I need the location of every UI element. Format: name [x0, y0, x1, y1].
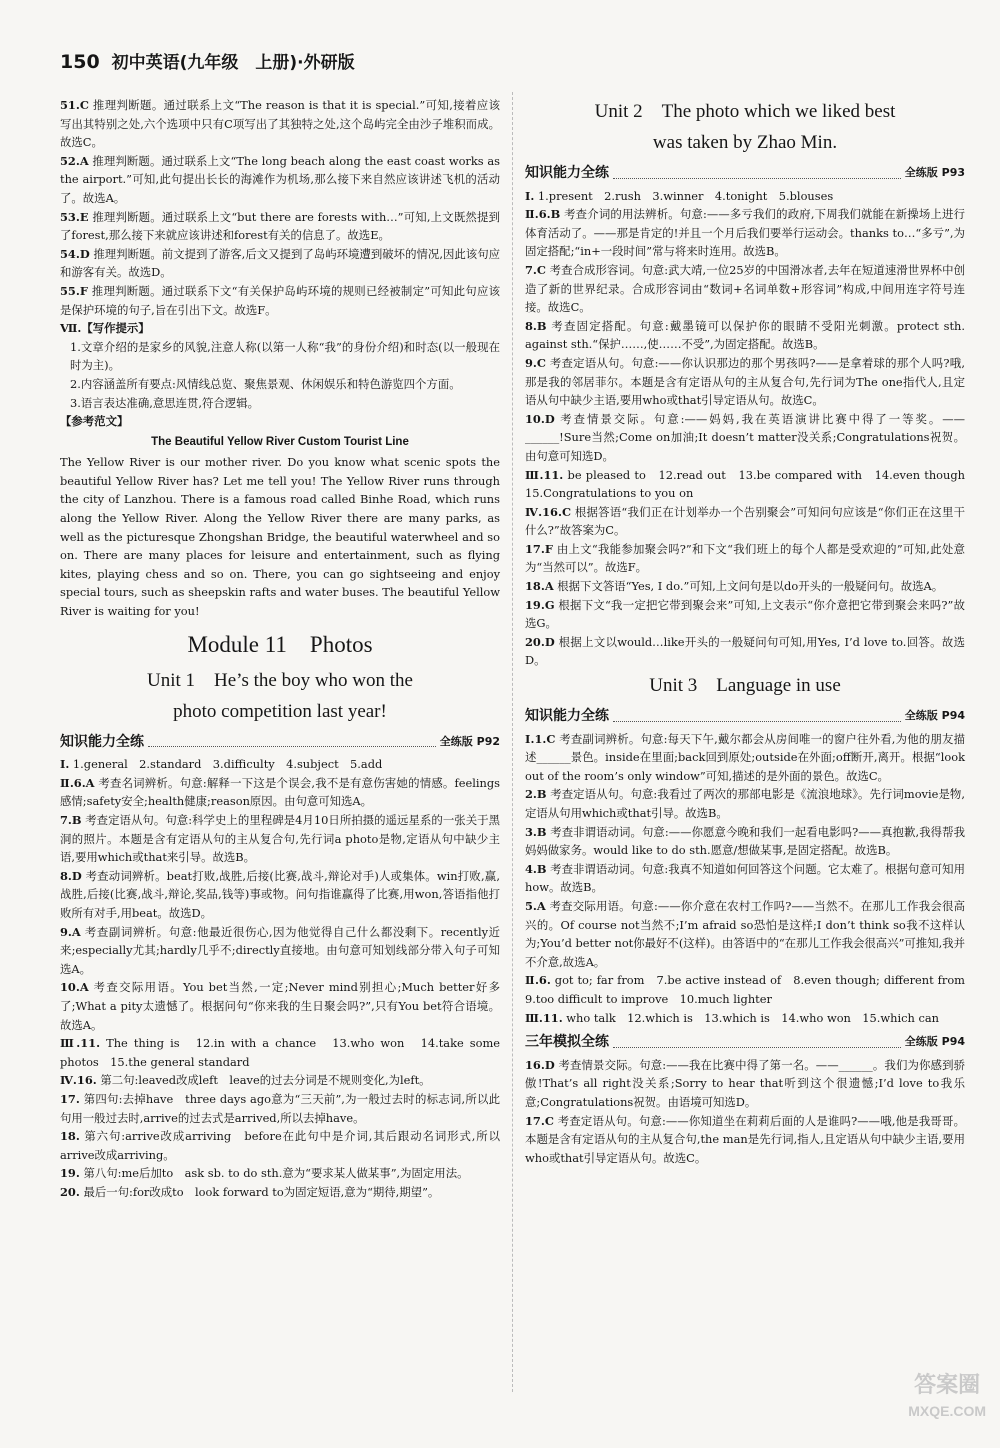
- answer-text: 考查介词的用法辨析。句意:——多亏我们的政府,下周我们就能在新操场上进行体育活动了。——那是肯定的!并且一个月后我们要举行运动会。thanks to…“多亏”,为固定搭配;“in+一段时间”常与将来时连用。故选B。: [525, 207, 965, 259]
- answer-item: [60, 978, 500, 1034]
- answer-item: [525, 971, 977, 1008]
- answer-text: 推理判断题。前文提到了游客,后文又提到了岛屿环境遭到破坏的情况,因此该句应和游客有关。故选D。: [60, 246, 500, 280]
- page-number: 150: [60, 51, 100, 73]
- answer-list-c: [525, 187, 977, 670]
- essay-body: The Yellow River is our mother river. Do you know what scenic spots the beautiful Yellow River has? Let me tell you! The Yellow River runs through the city of Lanzhou. There is a famous road called Binhe Road, which runs along the Yellow River. Along the Yellow River there are many parks, as well as the picturesque Zhongshan Bridge, the beautiful waterwheel and so on. There are many places for leisure and entertainment, such as flying kites, playing chess and so on. There, you can go sightseeing and enjoy special tours, such as sheepskin rafts and water buses. The beautiful Yellow River is waiting for you!: [60, 455, 500, 619]
- answer-item: [525, 860, 965, 897]
- answer-number: Ⅲ.11.: [60, 1036, 101, 1051]
- answer-item: [525, 577, 965, 596]
- answer-number: Ⅱ.6.: [525, 973, 551, 988]
- answer-item: [60, 1034, 500, 1071]
- answer-text: 第六句:arrive改成arriving before在此句中是介词,其后跟动名词形式,所以arrive改成arriving。: [60, 1129, 500, 1162]
- answer-text: 根据答语“我们正在计划举办一个告别聚会”可知问句应该是“你们正在这里干什么?”故答案为C。: [525, 504, 965, 538]
- section-label: 知识能力全练: [525, 708, 609, 725]
- answer-item: [525, 1112, 965, 1168]
- answer-number: 19.: [60, 1166, 80, 1181]
- writing-tips-heading: Ⅶ.【写作提示】: [60, 321, 150, 336]
- answer-item: [525, 823, 965, 860]
- answer-number: 18.: [60, 1129, 80, 1144]
- answer-list-b: [60, 755, 500, 1201]
- answer-number: 9.A: [60, 924, 81, 939]
- answer-text: 1.present 2.rush 3.winner 4.tonight 5.blouses: [534, 188, 834, 203]
- answer-number: Ⅱ.6.B: [525, 207, 561, 222]
- answer-text: 考查动词辨析。beat打败,战胜,后接(比赛,战斗,辩论对手)人或集体。win打败,赢,战胜,后接(比赛,战斗,辩论,奖品,钱等)事或物。问句指谁赢得了比赛,用won,答语指他打败所有对手,用beat。故选D。: [60, 868, 500, 920]
- answer-number: 17.: [60, 1091, 80, 1106]
- answer-item: [525, 897, 965, 971]
- section-bar-p92: [60, 733, 500, 752]
- answer-item: [60, 152, 500, 208]
- answer-text: 考查非谓语动词。句意:——你愿意今晚和我们一起看电影吗?——真抱歉,我得帮我妈妈做家务。would like to do sth.愿意/想做某事,是固定搭配。故选B。: [525, 824, 965, 858]
- answer-text: 第二句:leaved改成left leave的过去分词是不规则变化,为left。: [96, 1073, 431, 1088]
- answer-text: The thing is 12.in with a chance 13.who won 14.take some photos 15.the general standard: [60, 1036, 500, 1069]
- answer-text: 考查交际用语。You bet当然,一定;Never mind别担心;Much better好多了;What a pity太遗憾了。根据问句“你来我的生日聚会吗?”,只有You bet符合语境。故选A。: [60, 980, 500, 1032]
- answer-number: Ⅰ.1.C: [525, 731, 556, 746]
- unit3-title: Unit 3 Language in use: [649, 675, 841, 697]
- answer-number: 8.D: [60, 868, 82, 883]
- answer-item: [525, 261, 965, 317]
- answer-text: 考查固定搭配。句意:戴墨镜可以保护你的眼睛不受阳光刺激。protect sth. against sth.“保护……,使……不受”,为固定搭配。故选B。: [525, 318, 965, 352]
- dotted-leader: [613, 1047, 901, 1048]
- answer-number: Ⅳ.16.C: [525, 504, 572, 519]
- section-page-ref: 全练版 P94: [904, 1035, 965, 1049]
- watermark-line2: MXQE.COM: [908, 1403, 986, 1419]
- unit1-title-line1: Unit 1 He’s the boy who won the: [147, 669, 413, 691]
- answer-text: 考查定语从句。句意:——你知道坐在莉莉后面的人是谁吗?——哦,他是我哥哥。本题是含有定语从句的主从复合句,the man是先行词,指人,且定语从句中缺少主语,要用who或that引导定语从句。故选C。: [525, 1113, 965, 1165]
- dotted-leader: [148, 746, 436, 747]
- answer-item: [60, 811, 500, 867]
- answer-number: 8.B: [525, 318, 547, 333]
- section-page-ref: 全练版 P92: [439, 734, 500, 748]
- answer-number: 19.G: [525, 597, 555, 612]
- answer-number: 20.D: [525, 634, 555, 649]
- answer-number: 10.A: [60, 980, 89, 995]
- answer-number: Ⅰ.: [60, 757, 70, 772]
- answer-text: 考查定语从句。句意:科学史上的里程碑是4月10日所拍摄的遥远星系的一张关于黑洞的照片。本题是含有定语从句的主从复合句,先行词a photo是物,定语从句中缺少主语,要用which或that来引导。故选B。: [60, 813, 500, 865]
- answer-text: 考查情景交际。句意:——妈妈,我在英语演讲比赛中得了一等奖。——______!Sure当然;Come on加油;It doesn’t matter没关系;Congratulations祝贺。由句意可知选D。: [525, 411, 965, 463]
- answer-text: 推理判断题。通过联系上文“The long beach along the east coast works as the airport.”可知,此句提出长长的海滩作为机场,那么接下来自然应该讲述飞机的活动了。故选A。: [60, 153, 500, 205]
- section-page-ref: 全练版 P93: [904, 166, 965, 179]
- column-divider: [512, 92, 513, 1392]
- section-bar-three-year: [525, 1033, 965, 1052]
- answer-text: 考查交际用语。句意:——你介意在农村工作吗?——当然不。在那儿工作我会很高兴的。Of course not当然不;I’m afraid so恐怕是这样;I don’t think so我不这样认为;You’d better not你最好不(这样)。由答语中的“在那儿工作我会很高兴”可推知,我并不介意,故选A。: [525, 898, 965, 969]
- answer-item: [60, 245, 500, 282]
- answer-item: [60, 867, 500, 923]
- answer-number: 18.A: [525, 579, 554, 594]
- answer-number: 5.A: [525, 898, 546, 913]
- answer-text: got to; far from 7.be active instead of 8.even though; different from 9.too difficult to improve 10.much lighter: [525, 973, 977, 1006]
- answer-text: 考查副词辨析。句意:他最近很伤心,因为他觉得自己什么都没剩下。recently近来;especially尤其;hardly几乎不;directly直接地。由句意可知划线部分带入句子可知选A。: [60, 924, 500, 976]
- answer-item: [60, 923, 500, 979]
- module-title: Module 11 Photos: [187, 631, 373, 657]
- answer-text: 根据上文以would…like开头的一般疑问句可知,用Yes, I’d love to.回答。故选D。: [525, 634, 965, 668]
- section-bar-p94: [525, 707, 965, 726]
- answer-number: 53.E: [60, 209, 89, 224]
- answer-item: [525, 187, 965, 206]
- answer-text: be pleased to 12.read out 13.be compared with 14.even though 15.Congratulations to you on: [525, 467, 977, 501]
- answer-number: 20.: [60, 1184, 80, 1199]
- answer-item: [60, 774, 500, 811]
- watermark-logo: [908, 1372, 986, 1424]
- writing-tips: [60, 338, 500, 412]
- answer-text: 考查合成形容词。句意:武大靖,一位25岁的中国滑冰者,去年在短道速滑世界杯中创造了新的世界纪录。合成形容词由“数词+名词单数+形容词”构成,中间用连字符号连接。故选C。: [525, 262, 965, 315]
- answer-item: [60, 282, 500, 319]
- answer-item: [60, 1164, 500, 1183]
- answer-item: [525, 633, 965, 670]
- answer-number: 7.B: [60, 813, 82, 827]
- answer-text: 考查非谓语动词。句意:我真不知道如何回答这个问题。它太难了。根据句意可知用how。故选B。: [525, 861, 965, 895]
- page-header: [60, 48, 355, 73]
- answer-number: 7.C: [525, 262, 546, 277]
- answer-text: 根据下文答语“Yes, I do.”可知,上文问句是以do开头的一般疑问句。故选A。: [553, 579, 944, 594]
- answer-text: 最后一句:for改成to look forward to为固定短语,意为“期待,期望”。: [79, 1184, 440, 1199]
- answer-text: 由上文“我能参加聚会吗?”和下文“我们班上的每个人都是受欢迎的”可知,此处意为“当然可以”。故选F。: [525, 541, 965, 575]
- unit2-title-line1: Unit 2 The photo which we liked best: [594, 101, 896, 122]
- answer-item: [525, 466, 977, 503]
- answer-number: 2.B: [525, 787, 547, 802]
- essay-title: The Beautiful Yellow River Custom Tourist Line: [151, 435, 409, 448]
- answer-item: [525, 730, 965, 786]
- answer-number: Ⅳ.16.: [60, 1073, 97, 1088]
- answer-text: 考查定语从句。句意:——你认识那边的那个男孩吗?——是拿着球的那个人吗?哦,那是我的邻居菲尔。本题是含有定语从句的主从复合句,先行词为The one指代人,且定语从句中缺少主语,要用who或that引导定语从句。故选C。: [525, 355, 965, 408]
- answer-number: 55.F: [60, 283, 88, 298]
- dotted-leader: [613, 178, 901, 179]
- answer-number: 4.B: [525, 861, 547, 876]
- sample-essay-heading: 【参考范文】: [60, 414, 129, 429]
- section-label: 三年模拟全练: [525, 1034, 609, 1051]
- answer-number: Ⅰ.: [525, 188, 535, 203]
- answer-item: [525, 354, 965, 410]
- answer-item: [525, 1056, 965, 1112]
- writing-tip: 3.语言表达准确,意思连贯,符合逻辑。: [70, 395, 259, 410]
- answer-item: [60, 1090, 500, 1127]
- answer-item: [525, 596, 965, 633]
- answer-number: Ⅲ.11.: [525, 1010, 563, 1025]
- answer-text: 根据下文“我一定把它带到聚会来”可知,上文表示“你介意把它带到聚会来吗?”故选G。: [525, 597, 965, 631]
- answer-number: 17.F: [525, 541, 553, 556]
- writing-tip: 2.内容涵盖所有要点:风情线总览、聚焦景观、休闲娱乐和特色游览四个方面。: [70, 376, 461, 391]
- answer-number: Ⅲ.11.: [525, 467, 564, 482]
- answer-text: 考查副词辨析。句意:每天下午,戴尔都会从房间唯一的窗户往外看,为他的朋友描述______景色。inside在里面;back回到原处;outside在外面;off断开,离开。根据“look out of the room’s only window”可知,描述的是外面的景色。故选C。: [525, 731, 965, 783]
- answer-text: 1.general 2.standard 3.difficulty 4.subject 5.add: [69, 757, 383, 772]
- answer-item: [525, 785, 965, 822]
- answer-text: 第四句:去掉have three days ago意为“三天前”,为一般过去时的标志词,所以此句用一般过去时,arrive的过去式是arrived,所以去掉have。: [60, 1091, 500, 1125]
- answer-list-d: [525, 730, 977, 1028]
- answer-item: [60, 1127, 500, 1164]
- answer-text: 考查定语从句。句意:我看过了两次的那部电影是《流浪地球》。先行词movie是物,定语从句用which或that引导。故选B。: [525, 787, 965, 820]
- answer-item: [60, 96, 500, 152]
- answer-item: [525, 503, 965, 540]
- answer-number: 3.B: [525, 824, 547, 839]
- answer-number: 10.D: [525, 411, 555, 426]
- answer-text: 考查名词辨析。句意:解释一下这是个误会,我不是有意伤害她的情感。feelings感情;safety安全;health健康;reason原因。由句意可知选A。: [60, 775, 500, 809]
- answer-item: [60, 755, 500, 774]
- answer-list-e: [525, 1056, 965, 1168]
- answer-number: 16.D: [525, 1057, 555, 1072]
- answer-text: 考查情景交际。句意:——我在比赛中得了第一名。——______。我们为你感到骄傲!That’s all right没关系;Sorry to hear that听到这个很遗憾;I’d love to我乐意;Congratulations祝贺。由语境可知选D。: [525, 1057, 965, 1109]
- answer-text: who talk 12.which is 13.which is 14.who won 15.which can: [562, 1010, 939, 1025]
- answer-number: 51.C: [60, 98, 89, 112]
- answer-text: 推理判断题。通过联系上文“but there are forests with…”可知,上文既然提到了forest,那么接下来就应该讲述和forest有关的信息了。故选E。: [60, 209, 500, 243]
- left-column: [60, 96, 500, 1201]
- answer-item: [60, 208, 500, 245]
- answer-number: 9.C: [525, 355, 546, 370]
- answer-text: 推理判断题。通过联系下文“有关保护岛屿环境的规则已经被制定”可知此句应该是保护环境的句子,旨在引出下文。故选F。: [60, 283, 500, 317]
- right-column: [525, 96, 977, 1167]
- section-page-ref: 全练版 P94: [904, 709, 965, 723]
- section-label: 知识能力全练: [525, 165, 609, 181]
- writing-tip: 1.文章介绍的是家乡的风貌,注意人称(以第一人称“我”的身份介绍)和时态(以一般现在时为主)。: [70, 339, 500, 373]
- answer-item: [525, 410, 965, 466]
- answer-list-a: [60, 96, 500, 319]
- unit2-title-line2: was taken by Zhao Min.: [652, 132, 838, 153]
- answer-number: 54.D: [60, 246, 90, 261]
- unit1-title-line2: photo competition last year!: [173, 700, 387, 722]
- section-bar-p93: [525, 164, 965, 183]
- answer-item: [60, 1071, 500, 1090]
- answer-item: [525, 205, 965, 261]
- book-title: 初中英语(九年级 上册)·外研版: [111, 53, 355, 73]
- dotted-leader: [613, 721, 901, 722]
- answer-number: Ⅱ.6.A: [60, 775, 95, 790]
- answer-item: [525, 1009, 965, 1028]
- answer-item: [525, 317, 965, 354]
- answer-item: [60, 1183, 500, 1202]
- watermark-line1: 答案圈: [914, 1372, 981, 1397]
- answer-number: 17.C: [525, 1113, 554, 1128]
- answer-text: 第八句:me后加to ask sb. to do sth.意为“要求某人做某事”,为固定用法。: [79, 1166, 469, 1181]
- section-label: 知识能力全练: [60, 733, 144, 750]
- answer-item: [525, 540, 965, 577]
- answer-text: 推理判断题。通过联系上文“The reason is that it is special.”可知,接着应该写出其特别之处,六个选项中只有C项写出了其独特之处,这个岛屿完全由沙子堆积而成。故选C。: [60, 98, 500, 150]
- answer-number: 52.A: [60, 153, 89, 168]
